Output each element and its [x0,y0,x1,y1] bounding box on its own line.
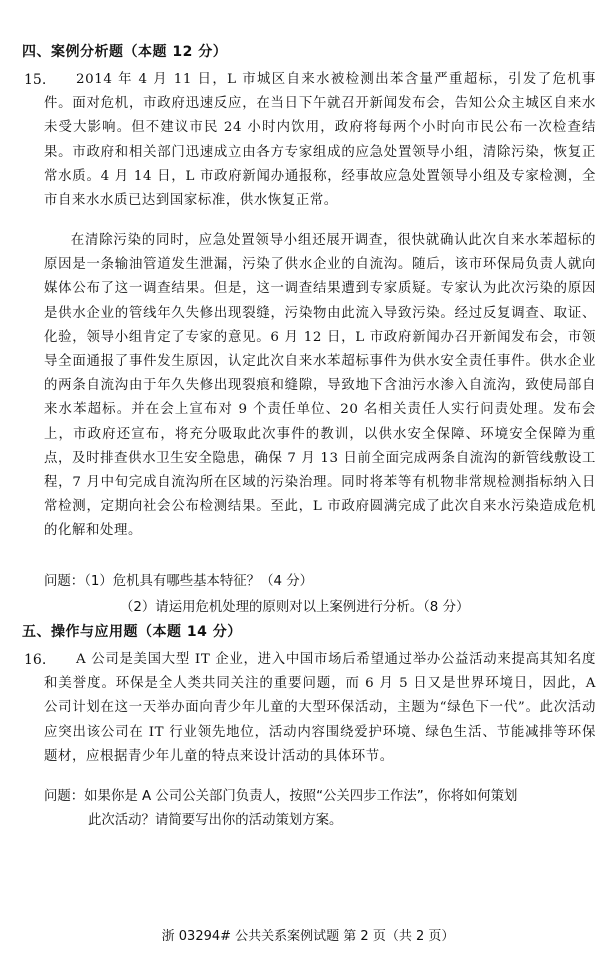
question-15-sub-2: （2）请运用危机处理的原则对以上案例进行分析。（8 分） [120,600,470,615]
page-footer: 浙 03294# 公共关系案例试题 第 2 页（共 2 页） [161,929,455,944]
question-16-prompt-line-1: 问题：如果你是 A 公司公关部门负责人，按照“公关四步工作法”，你将如何策划 [44,789,518,804]
question-16-paragraph: A 公司是美国大型 IT 企业，进入中国市场后希望通过举办公益活动来提高其知名度和美誉度。环保是全人类共同关注的重要问题，而 6 月 5 日又是世界环境日，因此，A 公司计划在这一天举办面向青少年儿童的大型环保活动，主题为“绿色下一代”。此次活动应突出该公司在 IT 行业领先地位，活动内容围绕爱护环境、绿色生活、节能减排等环保题材，应根据青少年儿童的特点来设计活动的具体环节。 [44,652,596,764]
section-5-heading: 五、操作与应用题（本题 14 分） [22,624,242,640]
question-15-paragraph-2: 在清除污染的同时，应急处置领导小组还展开调查，很快就确认此次自来水苯超标的原因是一条输油管道发生泄漏，污染了供水企业的自流沟。随后，该市环保局负责人就向媒体公布了这一调查结果。但是，这一调查结果遭到专家质疑。专家认为此次污染的原因是供水企业的管线年久失修出现裂缝，污染物由此流入导致污染。经过反复调查、取证、化验，领导小组肯定了专家的意见。6 月 12 日，L 市政府新闻办召开新闻发布会，市领导全面通报了事件发生原因，认定此次自来水苯超标事件为供水安全责任事件。供水企业的两条自流沟由于年久失修出现裂痕和缝隙，导致地下含油污水渗入自流沟，致使局部自来水苯超标。并在会上宣布对 9 个责任单位、20 名相关责任人实行问责处理。发布会上，市政府还宣布，将充分吸取此次事件的教训，以供水安全保障、环境安全保障为重点，及时排查供水卫生安全隐患，确保 7 月 13 日前全面完成两条自流沟的新管线敷设工程，7 月中旬完成自流沟所在区域的污染治理。同时将苯等有机物非常规检测指标纳入日常检测，定期向社会公布检测结果。至此，L 市政府圆满完成了此次自来水污染造成危机的化解和处理。 [44,233,596,539]
question-15-number: 15. [24,72,47,88]
section-4-heading: 四、案例分析题（本题 12 分） [22,44,228,60]
question-15-sub-1: 问题：（1）危机具有哪些基本特征？（4 分） [44,574,314,589]
question-16-number: 16. [24,652,47,668]
question-15-paragraph-1: 2014 年 4 月 11 日，L 市城区自来水被检测出苯含量严重超标，引发了危机事件。面对危机，市政府迅速反应，在当日下午就召开新闻发布会，告知公众主城区自来水未受大影响。但不建议市民 24 小时内饮用，政府将每两个小时向市民公布一次检查结果。市政府和相关部门迅速成立由各方专家组成的应急处置领导小组，清除污染，恢复正常水质。4 月 14 日，L 市政府新闻办通报称，经事故应急处置领导小组及专家检测，全市自来水水质已达到国家标准，供水恢复正常。 [44,72,596,209]
question-16-prompt-line-2: 此次活动？请简要写出你的活动策划方案。 [88,813,343,828]
